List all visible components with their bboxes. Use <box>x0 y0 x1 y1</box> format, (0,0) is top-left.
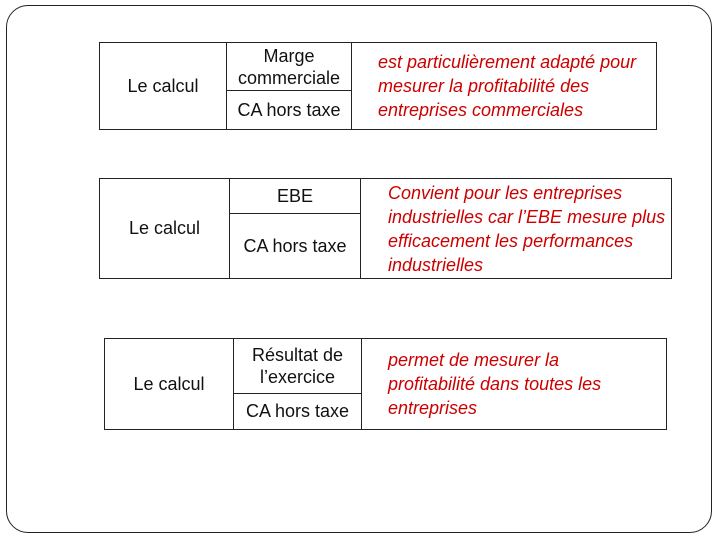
calc-table-ebe <box>99 178 672 279</box>
calc-label: Le calcul <box>133 373 205 394</box>
calc-table-marge <box>99 42 657 130</box>
ratio-denominator: CA hors taxe <box>237 99 341 120</box>
ratio-denominator: CA hors taxe <box>243 235 347 256</box>
ratio-fraction <box>229 179 361 278</box>
ratio-description: est particulièrement adapté pour mesurer la profitabilité des entreprises commerciales <box>378 52 637 120</box>
ratio-fraction <box>233 339 362 429</box>
ratio-description: Convient pour les entreprises industrielles car l’EBE mesure plus efficacement les performances industrielles <box>388 182 666 275</box>
calc-label: Le calcul <box>127 75 199 96</box>
ratio-numerator: Marge commerciale <box>227 43 351 91</box>
ratio-description: permet de mesurer la profitabilité dans toutes les entreprises <box>388 350 602 418</box>
ratio-denominator: CA hors taxe <box>245 401 350 421</box>
calc-label: Le calcul <box>128 218 201 238</box>
calc-table-resultat <box>104 338 667 430</box>
ratio-fraction <box>226 43 352 129</box>
ratio-numerator: EBE <box>230 179 360 214</box>
ratio-numerator: Résultat de l’exercice <box>234 339 361 394</box>
